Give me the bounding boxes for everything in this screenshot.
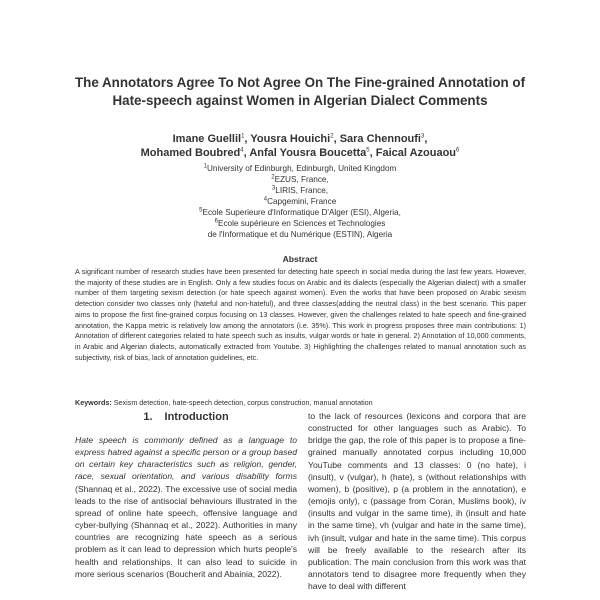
keywords-label: Keywords:	[75, 398, 112, 407]
right-column	[308, 410, 526, 592]
intro-paragraph	[75, 434, 297, 580]
intro-body-text: (Shannaq et al., 2022). The excessive use of social media leads to the rise of antisocial behaviours illustrated in the spread of online hate speech, offensive language and cyber-bullying (Shannaq et al., 2022). Authorities in many countries are recognizing hate speech as a serious problem as it can lead to depression which hurts people's health and relationships. It can also lead to suicide in more serious scenarios (Boucherit and Abainia, 2022).	[75, 483, 297, 579]
abstract-text: A significant number of research studies have been presented for detecting hate speech in social media during the last few years. However, the majority of these studies are in English. Only a few studies focus on Arabic and its dialects (especially the Algerian dialect) with a smaller number of them targeting sexism detection (or hate speech against women). Even the works that have been proposed on Arabic sexism detection consider two classes only (hateful and non-hateful), and three classes(adding the neutral class) in the best scenario. This paper aims to propose the first fine-grained corpus focusing on 13 classes. However, given the challenges related to hate speech and fine-grained annotation, the Kappa metric is relatively low among the annotators (i.e. 35%). This work in progress proposes three main contributions: 1) Annotation of different categories related to hate speech such as insults, vulgar words or hate in general. 2) Annotation of 10,000 comments, in Arabic and Algerian dialects, automatically extracted from Youtube. 3) Highlighting the challenges related to manual annotation such as subjectivity, risk of bias, lack of annotation guidelines, etc.	[75, 267, 526, 362]
affiliation-line: $^3$LIRIS, France,	[271, 185, 329, 195]
author-mark: 3	[420, 133, 425, 140]
author-mark: 2	[330, 133, 334, 140]
author-name: Imane Guellil	[172, 133, 242, 145]
keywords-text: Sexism detection, hate-speech detection, corpus construction, manual annotation	[113, 398, 373, 407]
affiliation-line: $^4$Capgemini, France	[263, 196, 337, 206]
paper-title: The Annotators Agree To Not Agree On The Fine-grained Annotation of Hate-speech against Women in Algerian Dialect Comments	[74, 75, 526, 108]
affiliation-line: $^1$University of Edinburgh, Edinburgh, United Kingdom	[203, 163, 397, 173]
affiliation-line: $^6$Ecole supérieure en Sciences et Technologies	[214, 218, 386, 228]
author-name: Yousra Houichi	[250, 133, 331, 145]
affiliation-line: $^5$Ecole Superieure d'Informatique D'Alger (ESI), Algeria,	[199, 207, 401, 217]
author-name: Mohamed Boubred	[140, 147, 241, 159]
author-name: Faical Azouaou	[375, 147, 457, 159]
author-mark: 1	[241, 133, 245, 140]
right-paragraph: to the lack of resources (lexicons and corpora that are constructed for other languages such as Arabic). To bridge the gap, the role of this paper is to propose a fine-grained manually annotated corpus including 10,000 YouTube comments and 13 classes: 0 (no hate), i (insult), v (vulgar), h (hate), s (without relationships with women), b (positive), p (a problem in the annotation), e (emojis only), c (passage from Coran, Muslims book), iv (insults and vulgar in the same time), ih (insult and hate in the same time), vh (vulgar and hate in the same time), ivh (insult, vulgar and hate in the same time). This corpus will be freely available to the research after its publication. The main conclusion from this work was that annotators tend to disagree more frequently when they have to deal with different	[308, 411, 526, 592]
left-column	[75, 410, 297, 580]
author-name: Anfal Yousra Boucetta	[249, 147, 367, 159]
affiliation-line: de l'Informatique et du Numérique (ESTIN), Algeria	[207, 230, 393, 239]
section-heading	[75, 410, 297, 424]
author-mark: 6	[456, 147, 460, 154]
author-mark: 4	[240, 147, 244, 154]
author-name: Sara Chennoufi	[339, 133, 421, 145]
abstract-heading: Abstract	[282, 254, 318, 264]
author-mark: 5	[366, 147, 370, 154]
section-number: 1.	[143, 411, 153, 423]
section-title: Introduction	[164, 411, 229, 423]
intro-italic-text: Hate speech is commonly defined as a language to express hatred against a specific person or a group based on certain key characteristics such as religion, gender, race, sexual orientation, and various disability forms	[75, 435, 297, 482]
author-list: Imane Guellil$^1$, Yousra Houichi$^2$, Sara Chennoufi$^3$, Mohamed Boubred$^4$, Anfal Yousra Boucetta$^5$, Faical Azouaou$^6$	[140, 133, 460, 159]
affiliation-list	[110, 163, 490, 240]
affiliation-line: $^2$EZUS, France,	[271, 174, 329, 184]
keywords-line	[75, 398, 526, 408]
